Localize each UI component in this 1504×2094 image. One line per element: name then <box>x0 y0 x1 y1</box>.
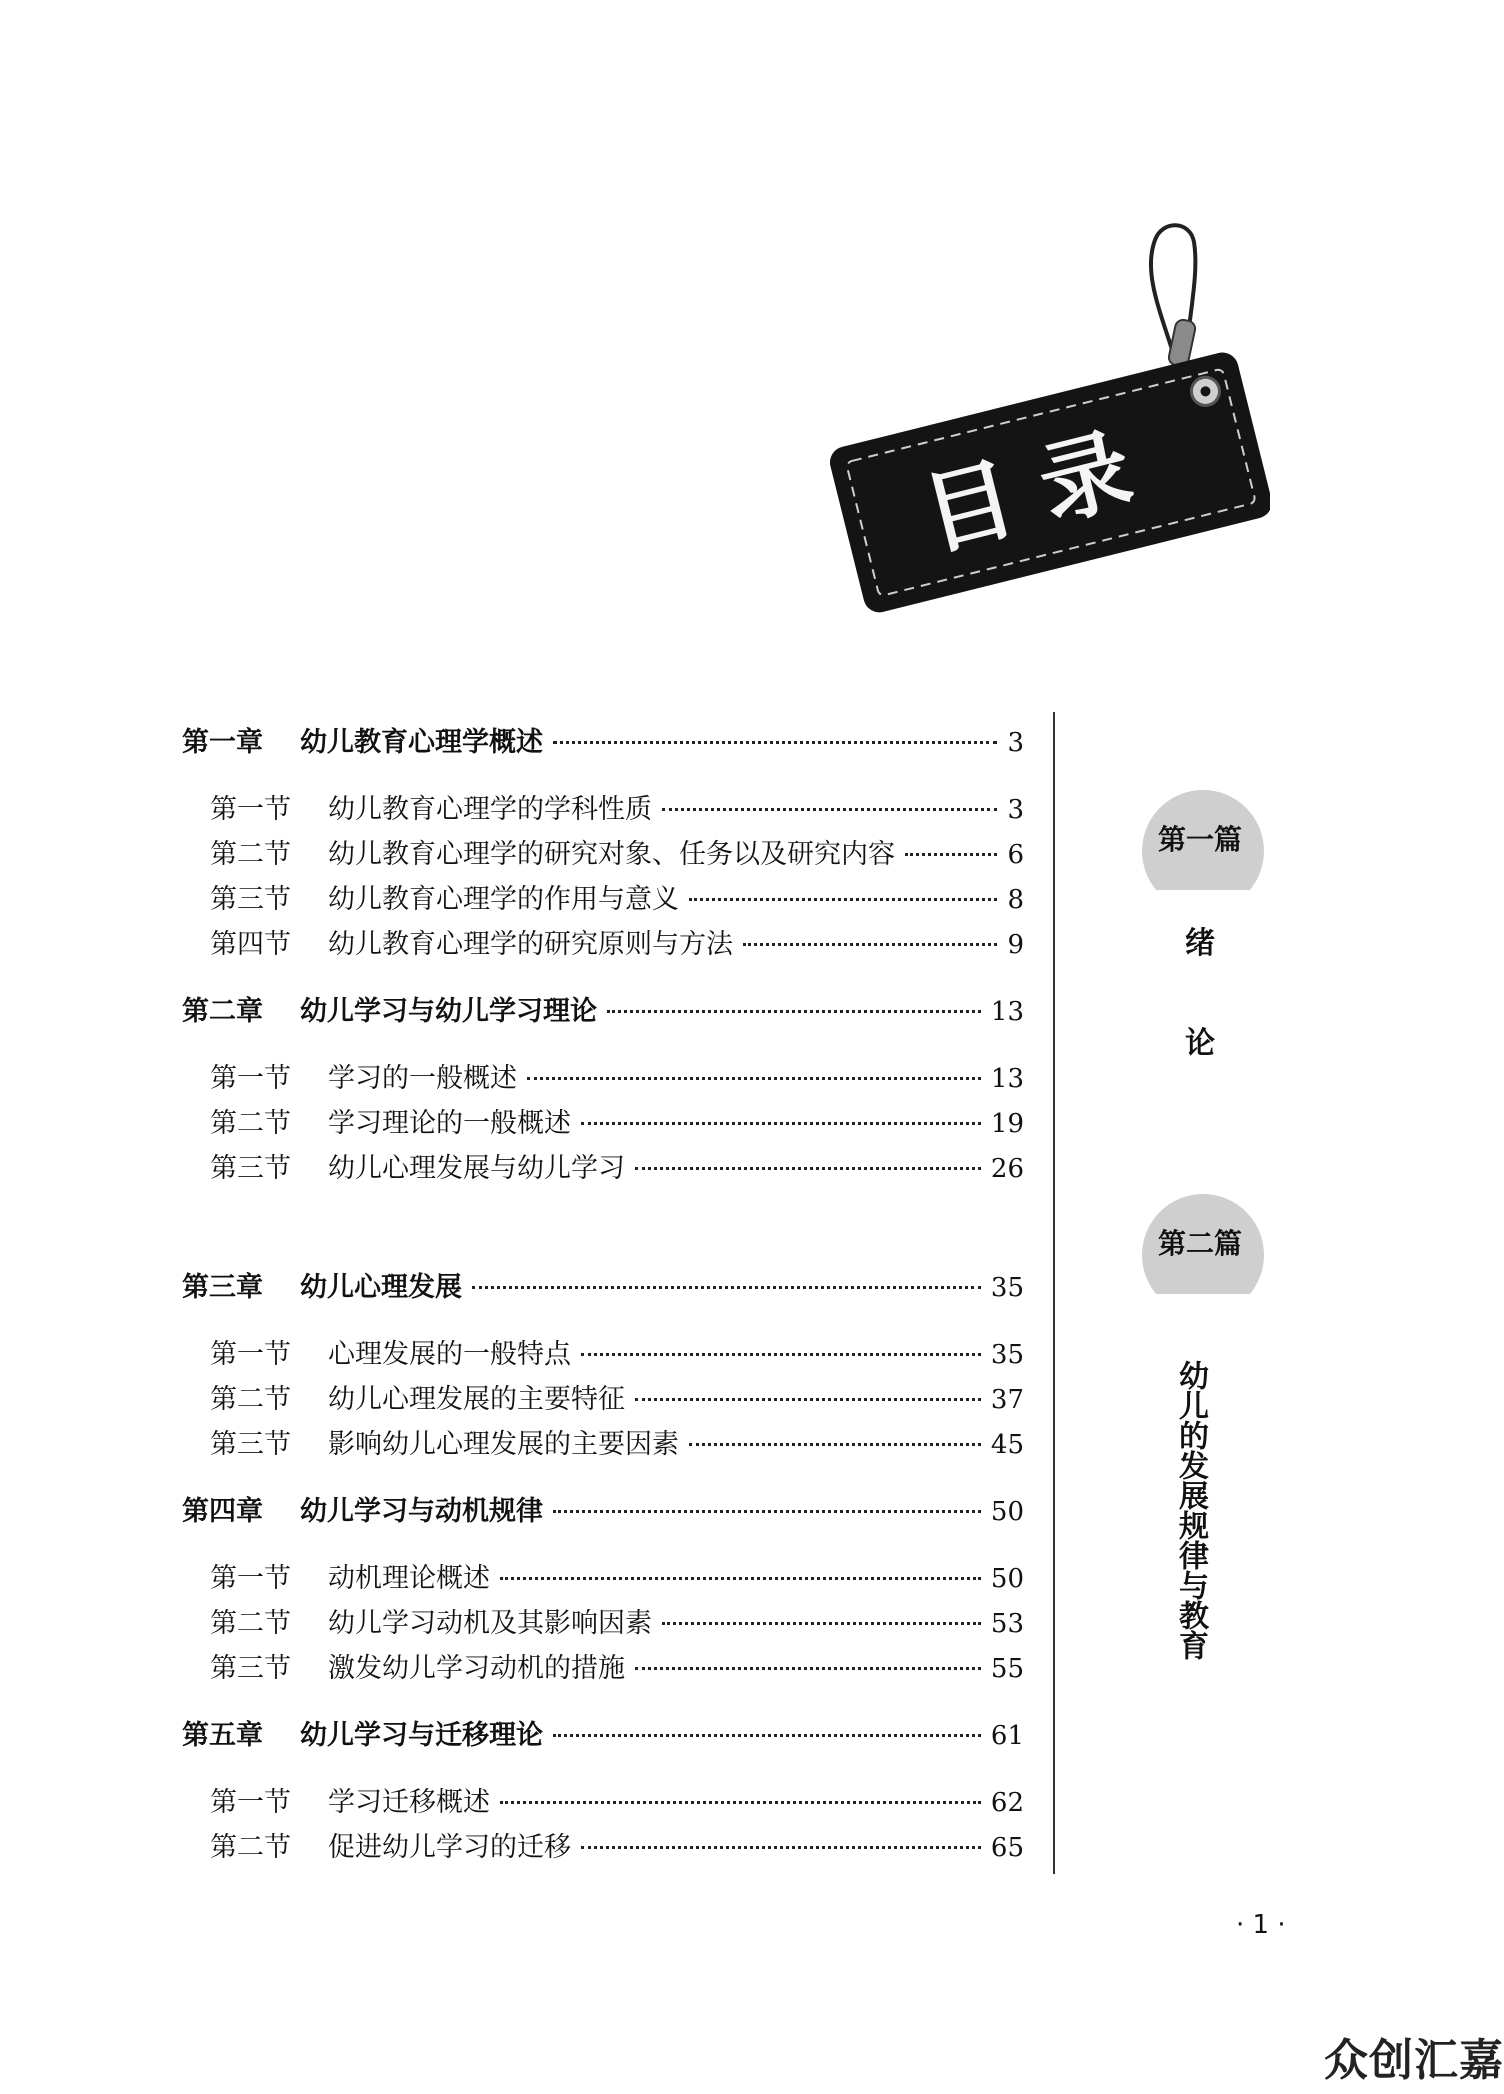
watermark: 众创汇嘉 <box>1324 2035 1504 2086</box>
section-number: 第一节 <box>210 1339 291 1370</box>
toc-chapter <box>182 1489 1024 1691</box>
chapter-page: 3 <box>1007 728 1024 758</box>
section-title: 心理发展的一般特点 <box>328 1339 571 1370</box>
dot-leader <box>500 1577 981 1580</box>
section-number: 第二节 <box>210 1384 291 1415</box>
section-page: 45 <box>990 1430 1024 1460</box>
section-number: 第二节 <box>210 1608 291 1639</box>
toc-section-entry[interactable] <box>182 1101 1024 1146</box>
part-one-title-char-1: 绪 <box>1185 926 1215 961</box>
part-one-title-char-2: 论 <box>1185 1026 1215 1061</box>
tag-graphic <box>790 220 1270 620</box>
section-page: 65 <box>990 1833 1024 1863</box>
chapter-title: 幼儿学习与动机规律 <box>300 1496 543 1527</box>
section-page: 53 <box>990 1609 1024 1639</box>
section-title: 学习的一般概述 <box>328 1063 517 1094</box>
toc-chapter-entry[interactable] <box>182 1713 1024 1758</box>
toc-section-entry[interactable] <box>182 1556 1024 1601</box>
table-of-contents <box>182 720 1024 1892</box>
chapter-title: 幼儿心理发展 <box>300 1272 462 1303</box>
section-number: 第二节 <box>210 1108 291 1139</box>
section-page: 50 <box>990 1564 1024 1594</box>
section-page: 19 <box>990 1109 1024 1139</box>
section-number: 第一节 <box>210 1787 291 1818</box>
section-number: 第一节 <box>210 794 291 825</box>
dot-leader <box>689 898 997 901</box>
chapter-number: 第二章 <box>182 996 263 1027</box>
section-number: 第三节 <box>210 1429 291 1460</box>
dot-leader <box>581 1122 981 1125</box>
dot-leader <box>581 1846 981 1849</box>
toc-chapter-entry[interactable] <box>182 989 1024 1034</box>
toc-chapter-entry[interactable] <box>182 1489 1024 1534</box>
dot-leader <box>635 1398 981 1401</box>
section-title: 幼儿心理发展的主要特征 <box>328 1384 625 1415</box>
section-title: 幼儿教育心理学的作用与意义 <box>328 884 679 915</box>
section-page: 37 <box>990 1385 1024 1415</box>
part-two-title: 幼儿的发展规律与教育 <box>1173 1360 1208 1660</box>
part-two-label: 第二篇 <box>1157 1227 1242 1260</box>
part-one-label: 第一篇 <box>1157 823 1242 856</box>
section-number: 第二节 <box>210 839 291 870</box>
section-number: 第三节 <box>210 1153 291 1184</box>
toc-section-entry[interactable] <box>182 1825 1024 1870</box>
chapter-page: 50 <box>990 1497 1024 1527</box>
toc-section-entry[interactable] <box>182 877 1024 922</box>
dot-leader <box>553 1510 981 1513</box>
section-page: 3 <box>1007 795 1024 825</box>
toc-section-entry[interactable] <box>182 1601 1024 1646</box>
dot-leader <box>527 1077 981 1080</box>
dot-leader <box>662 808 997 811</box>
dot-leader <box>662 1622 981 1625</box>
toc-section-entry[interactable] <box>182 1146 1024 1191</box>
part-one-badge[interactable] <box>1130 790 1270 886</box>
section-number: 第一节 <box>210 1063 291 1094</box>
toc-section-list <box>182 1556 1024 1691</box>
chapter-number: 第三章 <box>182 1272 263 1303</box>
dot-leader <box>553 1734 981 1737</box>
toc-section-entry[interactable] <box>182 922 1024 967</box>
section-title: 幼儿教育心理学的研究对象、任务以及研究内容 <box>328 839 895 870</box>
section-title: 幼儿心理发展与幼儿学习 <box>328 1153 625 1184</box>
section-number: 第四节 <box>210 929 291 960</box>
dot-leader <box>743 943 997 946</box>
section-number: 第三节 <box>210 884 291 915</box>
section-title: 激发幼儿学习动机的措施 <box>328 1653 625 1684</box>
chapter-page: 61 <box>990 1721 1024 1751</box>
toc-section-entry[interactable] <box>182 1377 1024 1422</box>
toc-section-list <box>182 1780 1024 1870</box>
toc-section-entry[interactable] <box>182 1422 1024 1467</box>
tag-body <box>827 349 1270 616</box>
chapter-number: 第四章 <box>182 1496 263 1527</box>
toc-section-list <box>182 1332 1024 1467</box>
section-title: 幼儿教育心理学的研究原则与方法 <box>328 929 733 960</box>
section-page: 55 <box>990 1654 1024 1684</box>
section-page: 62 <box>990 1788 1024 1818</box>
section-title: 学习迁移概述 <box>328 1787 490 1818</box>
tag-title: 目录 <box>913 409 1172 570</box>
section-page: 9 <box>1007 930 1024 960</box>
toc-section-entry[interactable] <box>182 1780 1024 1825</box>
dot-leader <box>635 1667 981 1670</box>
section-page: 6 <box>1007 840 1024 870</box>
dot-leader <box>607 1010 981 1013</box>
toc-section-entry[interactable] <box>182 1332 1024 1377</box>
toc-section-entry[interactable] <box>182 832 1024 877</box>
toc-section-entry[interactable] <box>182 787 1024 832</box>
chapter-number: 第一章 <box>182 727 263 758</box>
chapter-page: 35 <box>990 1273 1024 1303</box>
toc-chapter <box>182 989 1024 1191</box>
section-title: 幼儿教育心理学的学科性质 <box>328 794 652 825</box>
section-title: 幼儿学习动机及其影响因素 <box>328 1608 652 1639</box>
dot-leader <box>635 1167 981 1170</box>
toc-chapter <box>182 1265 1024 1467</box>
dot-leader <box>689 1443 981 1446</box>
toc-section-list <box>182 1056 1024 1191</box>
toc-chapter <box>182 720 1024 967</box>
section-page: 8 <box>1007 885 1024 915</box>
page-number: · 1 · <box>1236 1910 1286 1940</box>
toc-section-list <box>182 787 1024 967</box>
section-page: 35 <box>990 1340 1024 1370</box>
section-title: 学习理论的一般概述 <box>328 1108 571 1139</box>
part-two-badge[interactable] <box>1130 1194 1270 1290</box>
section-number: 第一节 <box>210 1563 291 1594</box>
toc-section-entry[interactable] <box>182 1056 1024 1101</box>
section-page: 13 <box>990 1064 1024 1094</box>
dot-leader <box>581 1353 981 1356</box>
toc-section-entry[interactable] <box>182 1646 1024 1691</box>
section-title: 影响幼儿心理发展的主要因素 <box>328 1429 679 1460</box>
chapter-title: 幼儿教育心理学概述 <box>300 727 543 758</box>
section-title: 促进幼儿学习的迁移 <box>328 1832 571 1863</box>
toc-chapter-entry[interactable] <box>182 1265 1024 1310</box>
chapter-title: 幼儿学习与幼儿学习理论 <box>300 996 597 1027</box>
dot-leader <box>472 1286 981 1289</box>
chapter-page: 13 <box>990 997 1024 1027</box>
chapter-number: 第五章 <box>182 1720 263 1751</box>
toc-chapter-entry[interactable] <box>182 720 1024 765</box>
section-number: 第二节 <box>210 1832 291 1863</box>
section-number: 第三节 <box>210 1653 291 1684</box>
dot-leader <box>500 1801 981 1804</box>
section-page: 26 <box>990 1154 1024 1184</box>
column-divider <box>1053 712 1055 1874</box>
toc-chapter <box>182 1713 1024 1870</box>
dot-leader <box>553 741 997 744</box>
title-tag <box>790 220 1270 620</box>
section-title: 动机理论概述 <box>328 1563 490 1594</box>
chapter-title: 幼儿学习与迁移理论 <box>300 1720 543 1751</box>
dot-leader <box>905 853 997 856</box>
